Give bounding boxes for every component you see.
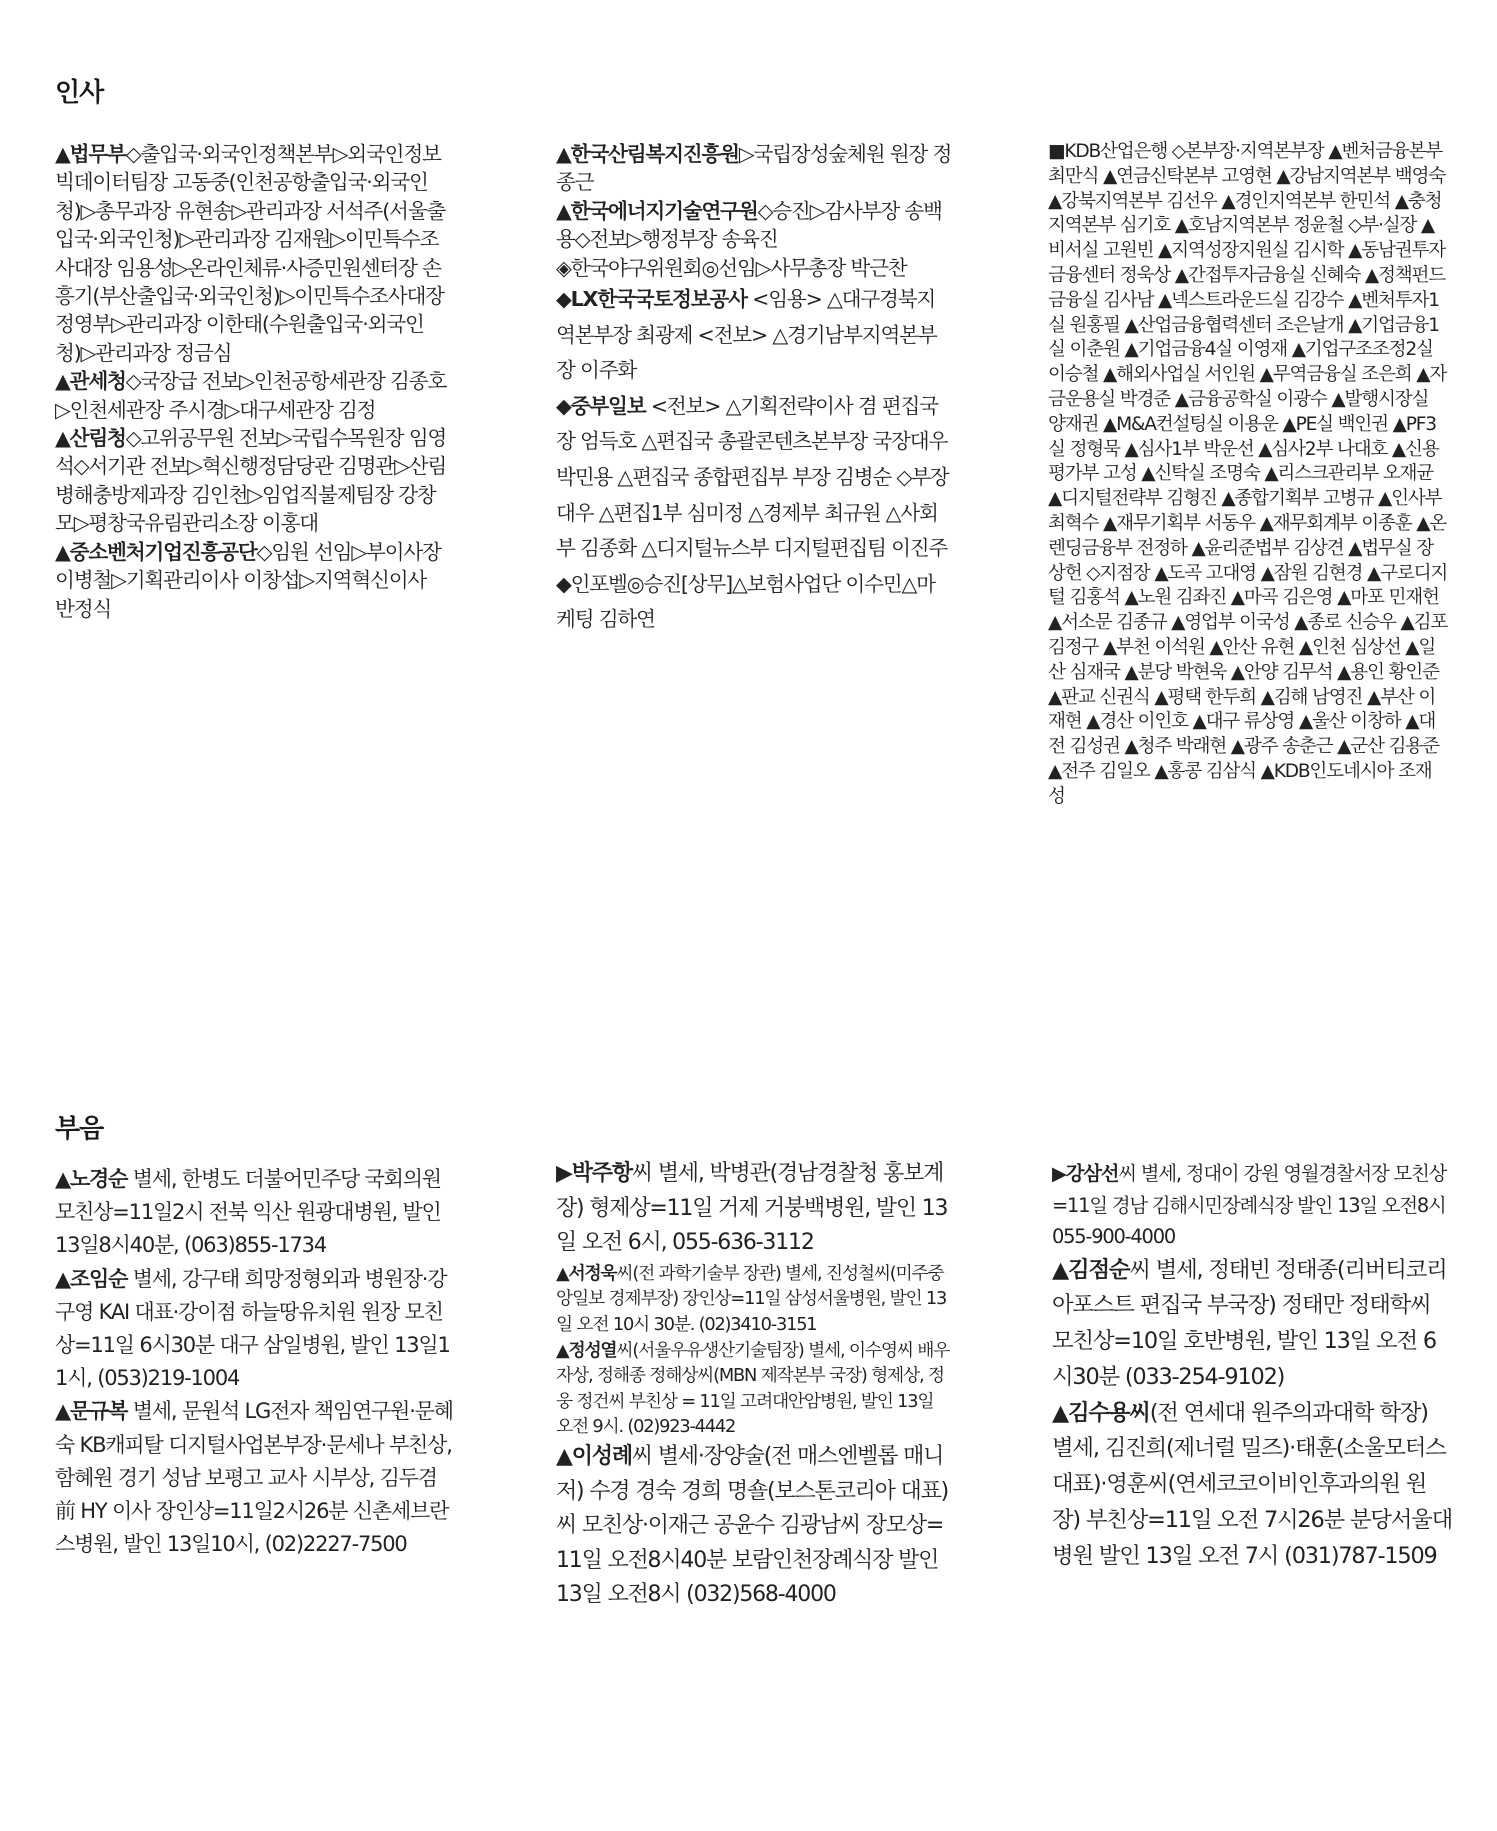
personnel-entry: ◆중부일보 <전보> △기획전략이사 겸 편집국장 엄득호 △편집국 총괄콘텐츠본부장 국장대우 박민용 △편집국 종합편집부 부장 김병순 ◇부장대우 △편집1부 심미정 △경제부 최규원 △사회부 김종화 △디지털뉴스부 디지털편집팀 이진주 [556,393,949,561]
kdb-personnel-entry: ■KDB산업은행 ◇본부장·지역본부장 ▲벤처금융본부 최만식 ▲연금신탁본부 고영현 ▲강남지역본부 백영숙 ▲강북지역본부 김선우 ▲경인지역본부 한민석 ▲충청지역본부 심기호 ▲호남지역본부 정윤철 ◇부·실장 ▲비서실 고원빈 ▲지역성장지원실 김시학 ▲동남권투자금융센터 정욱상 ▲간접투자금융실 신혜숙 ▲정책펀드금융실 김사남 ▲넥스트라운드실 김강수 ▲벤처투자1실 원홍필 ▲산업금융협력센터 조은날개 ▲기업금융1실 이춘원 ▲기업금융4실 이영재 ▲기업구조조정2실 이승철 ▲해외사업실 서인원 ▲무역금융실 조은희 ▲자금운용실 박경준 ▲금융공학실 이광수 ▲발행시장실 양재권 ▲M&A컨설팅실 이용운 ▲PE실 백인권 ▲PF3실 정형묵 ▲심사1부 박운선 ▲심사2부 나대호 ▲신용평가부 고성 ▲신탁실 조명숙 ▲리스크관리부 오재균 ▲디지털전략부 김형진 ▲종합기획부 고병규 ▲인사부 최혁수 ▲재무기획부 서동우 ▲재무회계부 이종훈 ▲온렌딩금융부 전정하 ▲윤리준법부 김상견 ▲법무실 장상헌 ◇지점장 ▲도곡 고대영 ▲잠원 김현경 ▲구로디지털 김홍석 ▲노원 김좌진 ▲마곡 김은영 ▲마포 민재헌 ▲서소문 김종규 ▲영업부 이국성 ▲종로 신승우 ▲김포 김정구 ▲부천 이석원 ▲안산 유현 ▲인천 심상선 ▲일산 심재국 ▲분당 박현욱 ▲안양 김무석 ▲용인 황인준 ▲판교 신권식 ▲평택 한두희 ▲김해 남영진 ▲부산 이재현 ▲경산 이인호 ▲대구 류상영 ▲울산 이창하 ▲대전 김성권 ▲청주 박래현 ▲광주 송춘근 ▲군산 김용준 ▲전주 김일오 ▲홍콩 김삼식 ▲KDB인도네시아 조재성 [1048,141,1448,807]
obituary-heading: 부음 [55,1114,104,1144]
personnel-column-1 [55,140,447,623]
obituary-entry: ▲서정욱씨(전 과학기술부 장관) 별세, 진성철씨(미주중앙일보 경제부장) 장인상=11일 삼성서울병원, 발인 13일 오전 10시 30분. (02)3410-3151 [556,1262,947,1335]
obituary-entry: ▶강삼선씨 별세, 정대이 강원 영월경찰서장 모친상=11일 경남 김해시민장례식장 발인 13일 오전8시 055-900-4000 [1052,1162,1447,1248]
personnel-column-2 [556,140,952,638]
obituary-entry: ▲문규복 별세, 문원석 LG전자 책임연구원·문혜숙 KB캐피탈 디지털사업본부장·문세나 부친상, 함혜원 경기 성남 보평고 교사 시부상, 김두겸 前 HY 이사 장인상=11일2시26분 신촌세브란스병원, 발인 13일10시, (02)2227-7500 [55,1399,453,1557]
personnel-entry: ▲한국에너지기술연구원◇승진▷감사부장 송백용◇전보▷행정부장 송육진 [556,198,942,252]
obituary-entry: ▲정성열씨(서울우유생산기술팀장) 별세, 이수영씨 배우자상, 정해종 정해상씨(MBN 제작본부 국장) 형제상, 정웅 정건씨 부친상 = 11일 고려대안암병원, 발인 13일 오전 9시. (02)923-4442 [556,1339,950,1438]
obituary-entry: ▲이성례씨 별세·장양술(전 매스엔벨롭 매니저) 수경 경숙 경희 명숄(보스톤코리아 대표)씨 모친상·이재근 공윤수 김광남씨 장모상=11일 오전8시40분 보람인천장례식장 발인 13일 오전8시 (032)568-4000 [556,1443,949,1608]
personnel-entry: ▲중소벤처기업진흥공단◇임원 선임▷부이사장 이병철▷기획관리이사 이창섭▷지역혁신이사 반정식 [55,539,441,621]
personnel-entry: ▲산림청◇고위공무원 전보▷국립수목원장 임영석◇서기관 전보▷혁신행정담당관 김명관▷산림병해충방제과장 김인천▷임업직불제팀장 강창모▷평창국유림관리소장 이홍대 [55,426,447,536]
personnel-entry: ▲한국산림복지진흥원▷국립장성숲체원 원장 정종근 [556,142,952,195]
personnel-entry: ▲관세청◇국장급 전보▷인천공항세관장 김종호▷인천세관장 주시경▷대구세관장 김정 [55,369,447,422]
obituary-column-3 [1052,1158,1452,1575]
personnel-column-3 [1048,140,1448,810]
obituary-column-2 [556,1157,952,1613]
obituary-entry: ▶박주항씨 별세, 박병관(경남경찰청 홍보계장) 형제상=11일 거제 거붕백병원, 발인 13일 오전 6시, 055-636-3112 [556,1161,948,1256]
obituary-entry: ▲노경순 별세, 한병도 더불어민주당 국회의원 모친상=11일2시 전북 익산 원광대병원, 발인 13일8시40분, (063)855-1734 [55,1167,441,1258]
personnel-entry: ◆인포벨◎승진[상무]△보험사업단 이수민△마케팅 김하연 [556,571,935,632]
personnel-entry: ◆LX한국국토정보공사 <임용> △대구경북지역본부장 최광제 <전보> △경기남부지역본부장 이주화 [556,287,937,383]
obituary-column-1 [55,1163,455,1561]
personnel-heading: 인사 [55,78,104,108]
personnel-entry: ◈한국야구위원회◎선임▷사무총장 박근찬 [556,255,907,280]
personnel-entry: ▲법무부◇출입국·외국인정책본부▷외국인정보 빅데이터팀장 고동중(인천공항출입국·외국인청)▷총무과장 유현송▷관리과장 서석주(서울출입국·외국인청)▷관리과장 김재원▷이민특수조사대장 임용성▷온라인체류·사증민원센터장 손흥기(부산출입국·외국인청)▷이민특수조사대장 정영부▷관리과장 이한태(수원출입국·외국인청)▷관리과장 정금심 [55,142,446,365]
obituary-entry: ▲김수용씨(전 연세대 원주의과대학 학장) 별세, 김진희(제너럴 밀즈)·태훈(소울모터스 대표)·영훈씨(연세코코이비인후과의원 원장) 부친상=11일 오전 7시26분 분당서울대병원 발인 13일 오전 7시 (031)787-1509 [1052,1399,1453,1569]
obituary-entry: ▲김점순씨 별세, 정태빈 정태종(리버티코리아포스트 편집국 부국장) 정태만 정태학씨 모친상=10일 호반병원, 발인 13일 오전 6시30분 (033-254-9102) [1052,1256,1447,1390]
obituary-entry: ▲조임순 별세, 강구태 희망정형외과 병원장·강구영 KAI 대표·강이점 하늘땅유치원 원장 모친상=11일 6시30분 대구 삼일병원, 발인 13일11시, (053)219-1004 [55,1266,450,1391]
